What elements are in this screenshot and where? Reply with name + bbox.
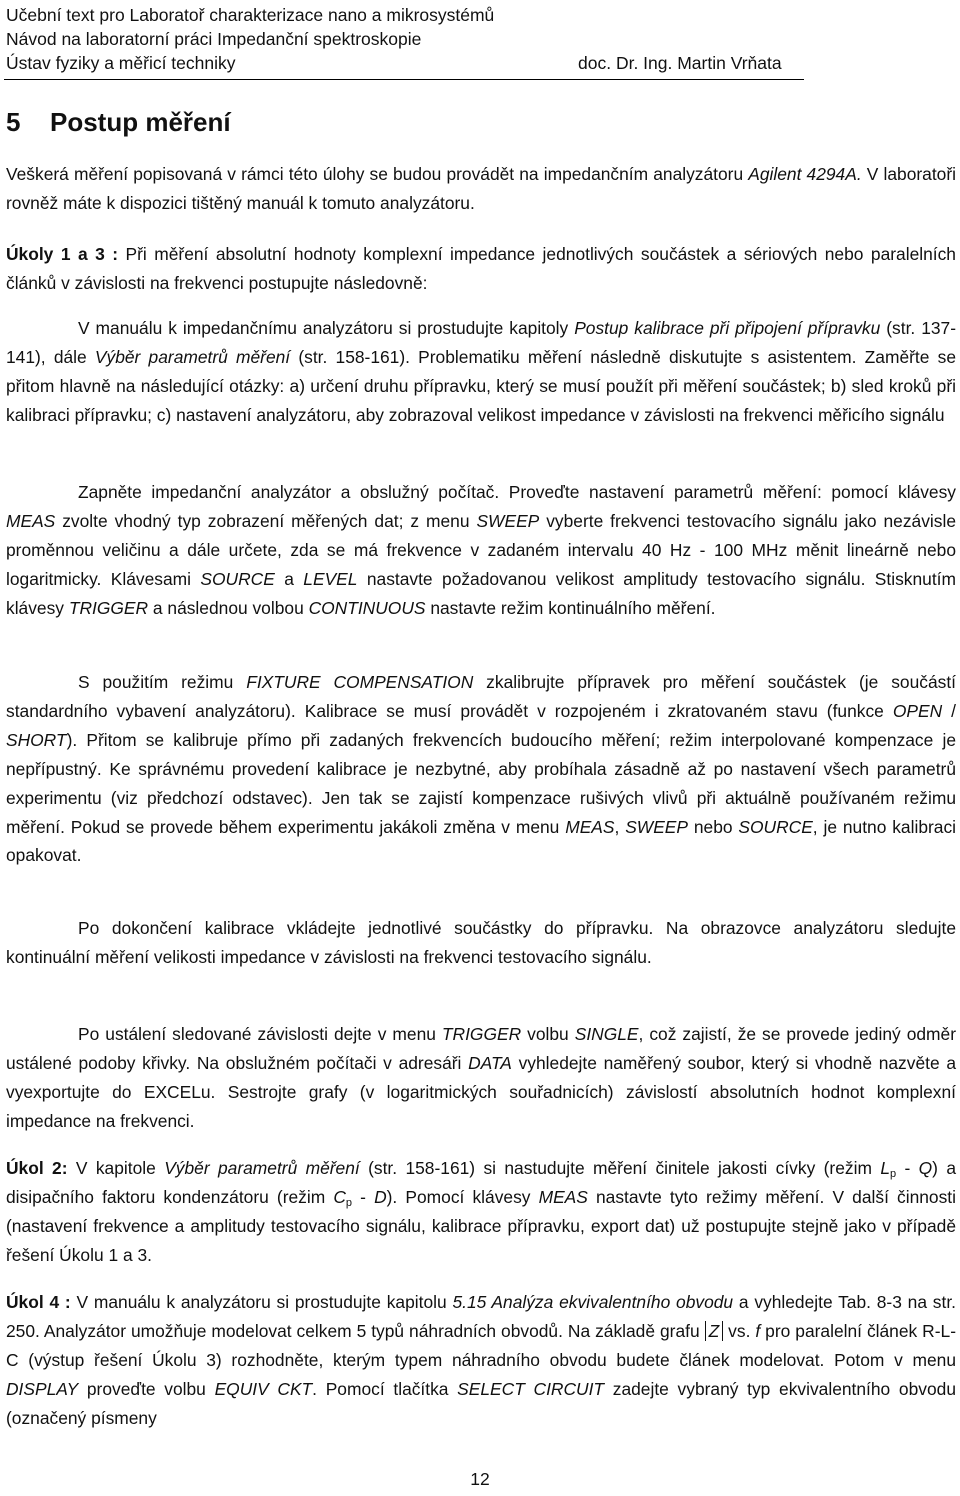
header-course-line: Učební text pro Laboratoř charakterizace nano a mikrosystémů bbox=[6, 5, 495, 25]
task4-label: Úkol 4 : bbox=[6, 1292, 71, 1312]
fixture-paragraph: S použitím režimu FIXTURE COMPENSATION zkalibrujte přípravek pro měření součástek (je součástí standardního vybavení analyzátoru). Kalibrace se musí provádět v rozpojeném i zkratovaném stavu (funkce OPEN / SHORT). Přitom se kalibruje přímo při zadaných frekvencích budoucího měření; režim interpolované kompenzace je nepřípustný. Ke správnému provedení kalibrace je nezbytné, aby probíhala zásadně až po nastavení všech parametrů experimentu (viz předchozí odstavec). Jen tak se zajistí kompenzace rušivých vlivů při aktuálně používaném režimu měření. Pokud se provede během experimentu jakákoli změna v menu MEAS, SWEEP nebo SOURCE, je nutno kalibraci opakovat. bbox=[6, 672, 957, 866]
page-number: 12 bbox=[470, 1469, 490, 1489]
header-rule bbox=[4, 79, 804, 80]
setup-paragraph: Zapněte impedanční analyzátor a obslužný počítač. Proveďte nastavení parametrů měření: pomocí klávesy MEAS zvolte vhodný typ zobrazení měřených dat; z menu SWEEP vyberte frekvenci testovacího signálu jako nezávisle proměnnou veličinu a dále určete, zda se má frekvence v zadaném intervalu 40 Hz - 100 MHz měnit lineárně nebo logaritmicky. Klávesami SOURCE a LEVEL nastavte požadovanou velikost amplitudy testovacího signálu. Stisknutím klávesy TRIGGER a následnou volbou CONTINUOUS nastavte režim kontinuálního měření. bbox=[6, 482, 957, 618]
task2-paragraph: Úkol 2: V kapitole Výběr parametrů měření (str. 158-161) si nastudujte měření činitele jakosti cívky (režim $L_p - Q$) a disipačního faktoru kondenzátoru (režim $C_p - D$). Pomocí klávesy MEAS nastavte tyto režimy měření. V další činnosti (nastavení frekvence a amplitudy testovacího signálu, kalibrace přípravku, export dat) už postupujte stejně jako v případě řešení Úkolu 1 a 3. bbox=[6, 1158, 957, 1265]
task13-paragraph: Úkoly 1 a 3 : Při měření absolutní hodnoty komplexní impedance jednotlivých součástek a sériových nebo paralelních článků v závislosti na frekvenci postupujte následovně: bbox=[6, 244, 956, 293]
single-paragraph: Po ustálení sledované závislosti dejte v menu TRIGGER volbu SINGLE, což zajistí, že se provede jediný odměr ustálené podoby křivky. Na obslužném počítači v adresáři DATA vyhledejte naměřený soubor, který si vhodně nazvěte a vyexportujte do EXCELu. Sestrojte grafy (v logaritmických souřadnicích) závislostí absolutních hodnot komplexní impedance na frekvenci. bbox=[6, 1024, 956, 1131]
header-institute: Ústav fyziky a měřicí techniky bbox=[6, 53, 236, 73]
intro-paragraph: Veškerá měření popisovaná v rámci této úlohy se budou provádět na impedančním analyzátoru Agilent 4294A. V laboratoři rovněž máte k dispozici tištěný manuál k tomuto analyzátoru. bbox=[6, 164, 957, 213]
section-heading bbox=[6, 104, 231, 140]
manual-paragraph: V manuálu k impedančnímu analyzátoru si prostudujte kapitoly Postup kalibrace při připojení přípravku (str. 137-141), dále Výběr parametrů měření (str. 158-161). Problematiku měření následně diskutujte s asistentem. Zaměřte se přitom hlavně na následující otázky: a) určení druhu přípravku, který se musí použít při měření součástek; b) sled kroků při kalibraci přípravku; c) nastavení analyzátoru, aby zobrazoval velikost impedance v závislosti na frekvenci měřicího signálu bbox=[6, 318, 956, 425]
device-name: Agilent 4294A. bbox=[748, 164, 862, 184]
header-lab-line: Návod na laboratorní práci Impedanční spektroskopie bbox=[6, 29, 422, 49]
section-number: 5 bbox=[6, 107, 21, 137]
task13-label: Úkoly 1 a 3 : bbox=[6, 244, 119, 264]
header-institute-line bbox=[6, 52, 806, 74]
header-author: doc. Dr. Ing. Martin Vrňata bbox=[578, 53, 782, 73]
insert-paragraph: Po dokončení kalibrace vkládejte jednotlivé součástky do přípravku. Na obrazovce analyzátoru sledujte kontinuální měření velikosti impedance v závislosti na frekvenci testovacího signálu. bbox=[6, 918, 956, 967]
task4-paragraph: Úkol 4 : V manuálu k analyzátoru si prostudujte kapitolu 5.15 Analýza ekvivalentního obvodu a vyhledejte Tab. 8-3 na str. 250. Analyzátor umožňuje modelovat celkem 5 typů náhradních obvodů. Na základě grafu Z vs. f pro paralelní článek R-L-C (výstup řešení Úkolu 3) rozhodněte, kterým typem náhradního obvodu budete článek modelovat. Potom v menu DISPLAY proveďte volbu EQUIV CKT. Pomocí tlačítka SELECT CIRCUIT zadejte vybraný typ ekvivalentního obvodu (označený písmeny bbox=[6, 1292, 956, 1428]
task2-label: Úkol 2: bbox=[6, 1158, 68, 1178]
section-title: Postup měření bbox=[50, 107, 231, 137]
